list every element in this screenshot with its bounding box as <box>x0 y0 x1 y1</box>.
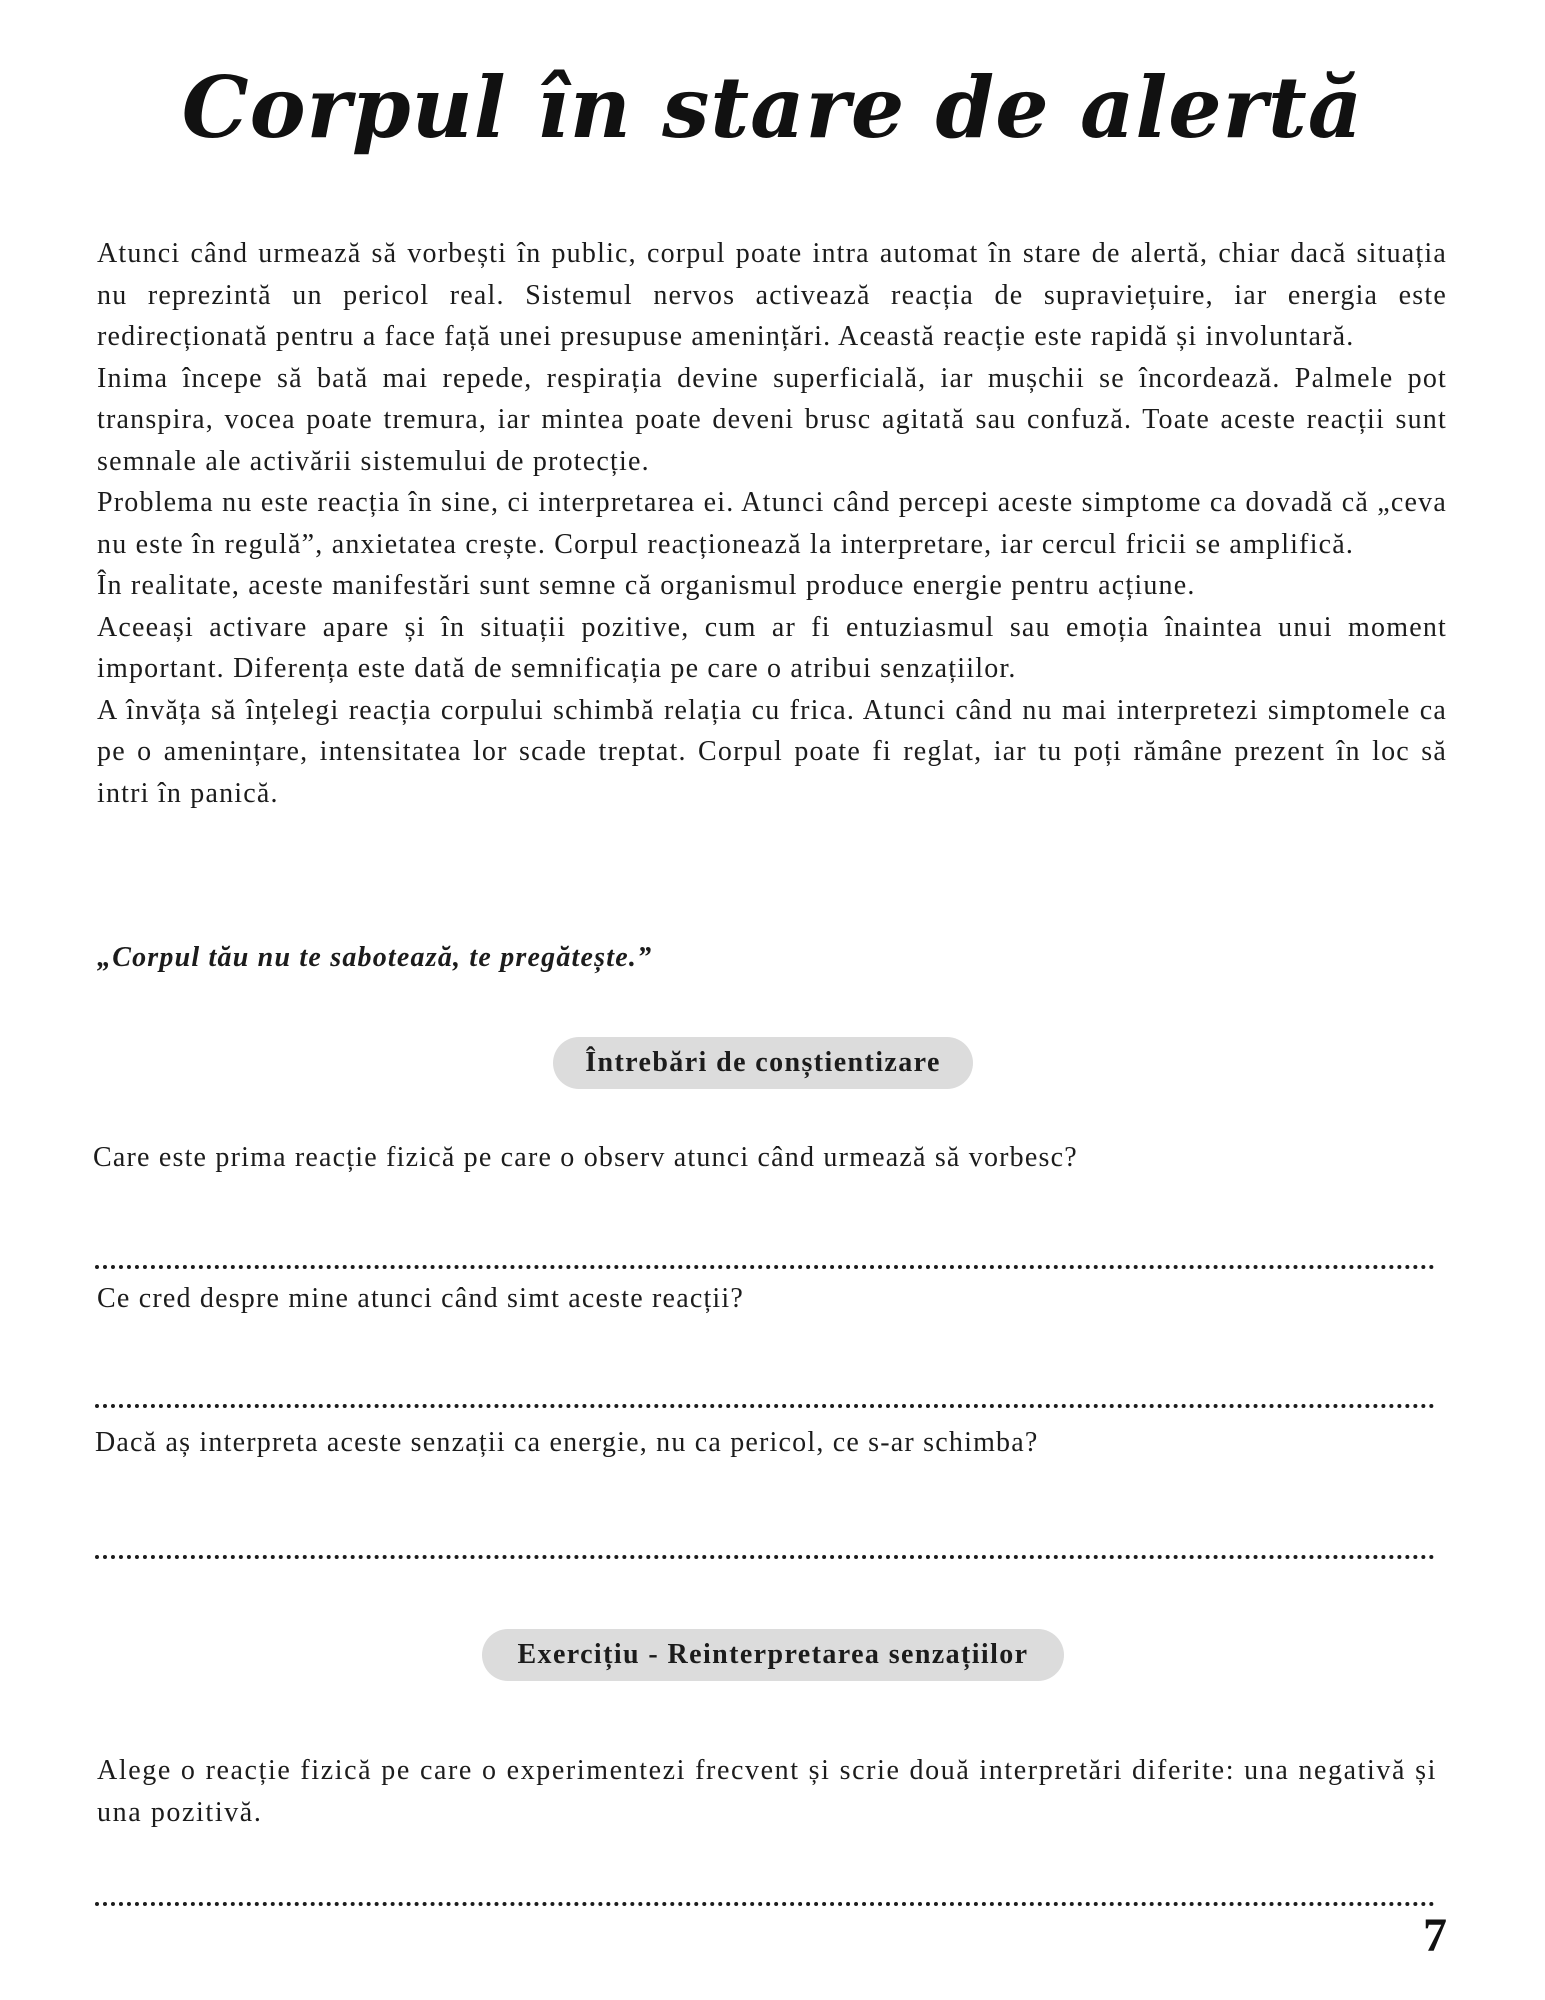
question-1: Care este prima reacție fizică pe care o observ atunci când urmează să vorbesc? <box>93 1142 1078 1173</box>
questions-section-heading: Întrebări de conștientizare <box>553 1037 973 1089</box>
question-3: Dacă aș interpreta aceste senzații ca energie, nu ca pericol, ce s-ar schimba? <box>95 1427 1039 1458</box>
paragraph: Aceeași activare apare și în situații pozitive, cum ar fi entuziasmul sau emoția înaintea unui moment important. Diferența este dată de semnificația pe care o atribui senzațiilor. <box>97 611 1447 684</box>
exercise-section-heading: Exercițiu - Reinterpretarea senzațiilor <box>482 1629 1064 1681</box>
paragraph: Atunci când urmează să vorbești în public, corpul poate intra automat în stare de alertă, chiar dacă situația nu reprezintă un pericol real. Sistemul nervos activează reacția de supraviețuire, iar energia este redirecționată pentru a face față unei presupuse amenințări. Această reacție este rapidă și involuntară. <box>97 238 1447 352</box>
answer-line-3[interactable] <box>95 1555 1435 1559</box>
paragraph: Problema nu este reacția în sine, ci interpretarea ei. Atunci când percepi aceste simptome ca dovadă că „ceva nu este în regulă”, anxietatea crește. Corpul reacționează la interpretare, iar cercul fricii se amplifică. <box>97 487 1447 560</box>
answer-line-1[interactable] <box>95 1265 1435 1269</box>
answer-line-2[interactable] <box>95 1404 1435 1408</box>
paragraph: A învăța să înțelegi reacția corpului schimbă relația cu frica. Atunci când nu mai interpretezi simptomele ca pe o amenințare, intensitatea lor scade treptat. Corpul poate fi reglat, iar tu poți rămâne prezent în loc să intri în panică. <box>97 694 1447 809</box>
paragraph: În realitate, aceste manifestări sunt semne că organismul produce energie pentru acțiune. <box>97 570 1196 601</box>
highlight-quote: „Corpul tău nu te sabotează, te pregătește.” <box>97 942 653 973</box>
page-title: Corpul în stare de alertă <box>181 58 1364 157</box>
exercise-instructions: Alege o reacție fizică pe care o experimentezi frecvent și scrie două interpretări diferite: una negativă și una pozitivă. <box>97 1755 1437 1828</box>
page-number: 7 <box>1423 1909 1447 1962</box>
body-text <box>97 233 1447 814</box>
answer-line-4[interactable] <box>95 1902 1435 1906</box>
question-2: Ce cred despre mine atunci când simt aceste reacții? <box>97 1283 745 1314</box>
paragraph: Inima începe să bată mai repede, respirația devine superficială, iar mușchii se încordează. Palmele pot transpira, vocea poate tremura, iar mintea poate deveni brusc agitată sau confuză. Toate aceste reacții sunt semnale ale activării sistemului de protecție. <box>97 362 1447 477</box>
